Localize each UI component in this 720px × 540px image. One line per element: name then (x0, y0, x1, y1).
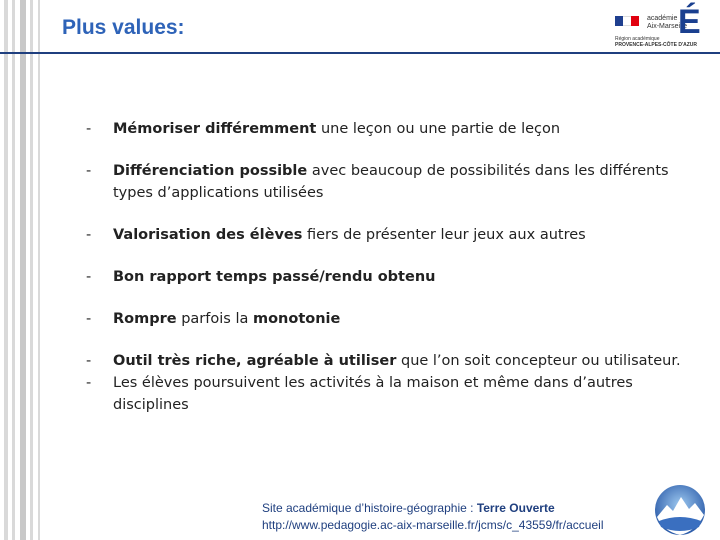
left-decor-bars (0, 0, 42, 540)
academy-logo (612, 4, 712, 52)
bullet-item: - Mémoriser différemment une leçon ou une partie de leçon (86, 121, 561, 137)
logo-mark: É (678, 3, 701, 41)
bullet-list (86, 118, 686, 416)
bullet-item: - Rompre parfois la monotonie (86, 311, 341, 327)
slide-title: Plus values: (62, 16, 185, 39)
title-underline (0, 52, 720, 54)
footer-url-link[interactable]: http://www.pedagogie.ac-aix-marseille.fr/jcms/c_43559/fr/accueil (262, 518, 604, 532)
bullet-item: - Les élèves poursuivent les activités à la maison et même dans d’autres disciplines (86, 375, 633, 413)
logo-text: académie Aix-Marseille (647, 15, 688, 30)
bullet-item: - Différenciation possible avec beaucoup de possibilités dans les différents types d’applications utilisées (86, 163, 669, 201)
footer-credit: Site académique d’histoire-géographie : Terre Ouverte http://www.pedagogie.ac-aix-marseille.fr/jcms/c_43559/fr/accueil (262, 501, 604, 532)
bullet-item: - Outil très riche, agréable à utiliser que l’on soit concepteur ou utilisateur. (86, 353, 681, 369)
logo-region: Région académique PROVENCE-ALPES-CÔTE D'AZUR (615, 36, 698, 48)
flag-icon (615, 16, 639, 26)
bullet-item: - Valorisation des élèves fiers de présenter leur jeux aux autres (86, 227, 586, 243)
bullet-item: - Bon rapport temps passé/rendu obtenu (86, 269, 436, 285)
terre-ouverte-globe-icon (651, 483, 709, 538)
